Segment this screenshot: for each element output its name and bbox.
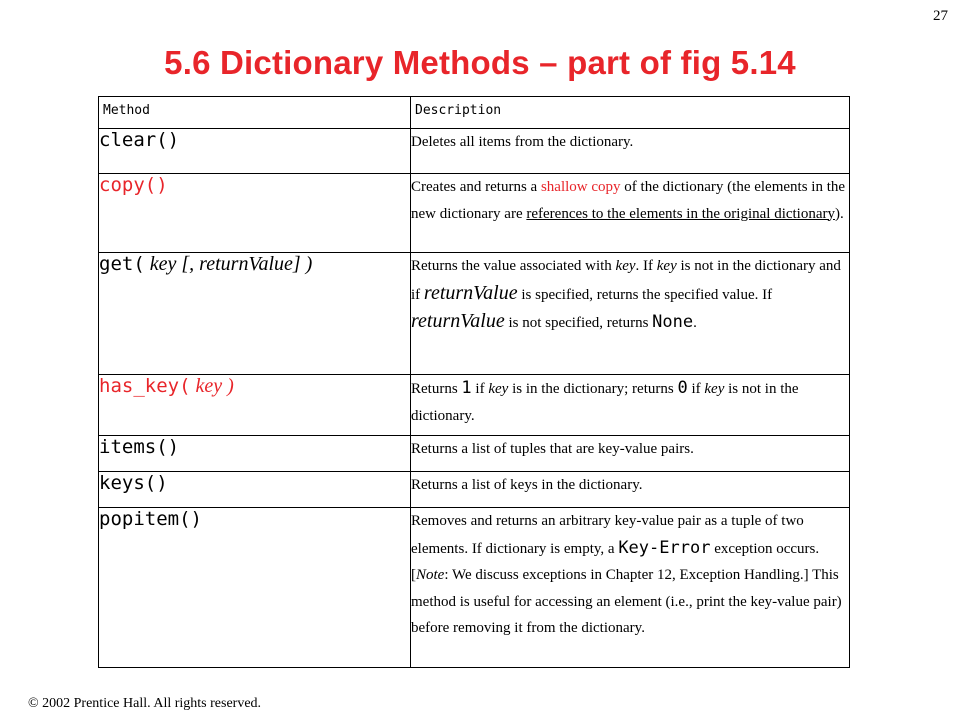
description-text: if (471, 381, 489, 397)
description-text: . (693, 315, 697, 331)
method-params: key [, returnValue] ) (144, 253, 313, 275)
page-number: 27 (933, 8, 948, 24)
table-header-row (99, 97, 850, 129)
description-cell (411, 436, 850, 472)
description-text: exception occurs. [ (411, 540, 820, 583)
description-code: 1 (461, 378, 472, 398)
method-cell (99, 472, 411, 508)
table-row (99, 436, 850, 472)
table-row (99, 472, 850, 508)
description-text: is not specified, returns (504, 315, 653, 331)
description-italic: key (488, 381, 509, 397)
description-text: Removes and returns an arbitrary key-value pair as a tuple of two elements. If dictionary is empty, a (411, 513, 804, 557)
description-highlight: shallow copy (540, 179, 621, 195)
description-cell (411, 508, 850, 668)
description-code: None (652, 312, 694, 332)
description-text: ). (835, 205, 844, 222)
description-italic: key (656, 258, 677, 274)
method-cell (99, 174, 411, 253)
method-name: has_key( (99, 375, 191, 397)
description-text: is not in the dictionary. (411, 381, 799, 424)
method-cell (99, 436, 411, 472)
description-code: Key-Error (618, 537, 711, 558)
description-italic: returnValue (411, 310, 505, 332)
dictionary-methods-table (98, 96, 850, 668)
description-text: Returns (411, 381, 462, 397)
table-row (99, 174, 850, 253)
method-name: keys() (99, 472, 168, 494)
description-text: is not in the dictionary and if (411, 258, 841, 303)
copyright-footer: © 2002 Prentice Hall. All rights reserved. (28, 696, 262, 711)
description-text: is specified, returns the specified value. If (517, 286, 773, 303)
description-italic: returnValue (423, 281, 518, 304)
method-name: popitem() (99, 508, 202, 530)
description-underlined: references to the elements in the original dictionary (526, 205, 836, 222)
method-name: clear() (99, 129, 180, 151)
description-text: Returns a list of tuples that are key-value pairs. (411, 441, 694, 457)
table-row (99, 129, 850, 174)
column-header-description-label: Description (415, 103, 502, 118)
method-cell (99, 129, 411, 174)
description-italic: key (615, 258, 636, 274)
description-cell (411, 375, 850, 436)
description-italic: Note (416, 567, 445, 583)
description-cell (411, 253, 850, 375)
description-text: Deletes all items from the dictionary. (411, 134, 634, 150)
description-cell (411, 174, 850, 253)
column-header-method-label: Method (103, 103, 150, 118)
description-cell (411, 129, 850, 174)
table-row (99, 375, 850, 436)
description-text: if (687, 381, 705, 397)
method-cell (99, 375, 411, 436)
description-text: . If (635, 258, 657, 274)
method-cell (99, 508, 411, 668)
table-row (99, 508, 850, 668)
method-cell (99, 253, 411, 375)
description-text: Returns the value associated with (411, 258, 616, 274)
description-text: : We discuss exceptions in Chapter 12, Exception Handling.] This method is useful for accessing an element (i.e., print the key-value pair) before removing it from the dictionary. (411, 567, 842, 636)
table-row (99, 253, 850, 375)
method-name: items() (99, 436, 180, 458)
description-text: Creates and returns a (411, 179, 541, 195)
slide-title: 5.6 Dictionary Methods – part of fig 5.14 (164, 44, 796, 81)
description-cell (411, 472, 850, 508)
description-italic: key (704, 381, 725, 397)
method-params: key ) (190, 375, 234, 397)
method-name: copy() (99, 174, 168, 196)
description-text: is in the dictionary; returns (508, 381, 678, 397)
column-header-description (411, 97, 850, 129)
method-name: get( (99, 253, 145, 275)
description-code: 0 (677, 378, 688, 398)
column-header-method (99, 97, 411, 129)
description-text: Returns a list of keys in the dictionary. (411, 477, 643, 493)
description-text: of the dictionary (the elements in the new dictionary are (411, 179, 846, 222)
